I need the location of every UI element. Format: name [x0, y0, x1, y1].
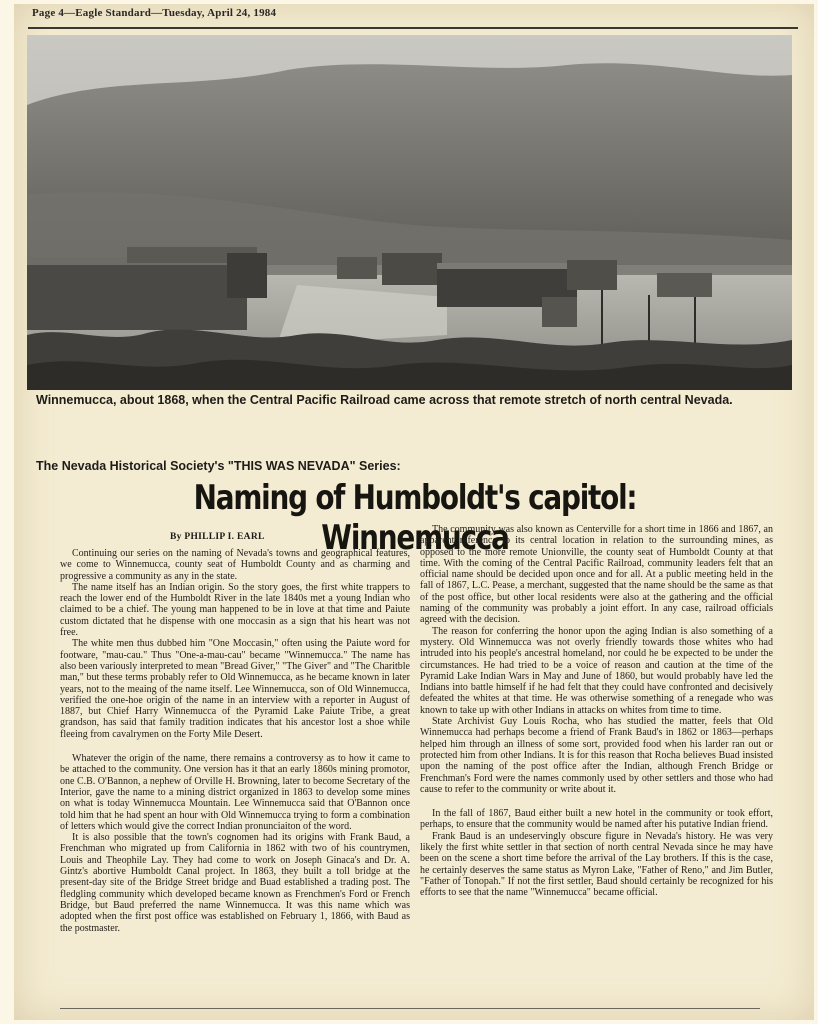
paragraph: The reason for conferring the honor upon the aging Indian is also something of a mystery. Old Winnemucca was not overly friendly towards those whites who had intruded into his people's ancestral homeland, nor could he be expected to be under the circumstances. He had tried to be a voice of reason and caution at the time of the Pyramid Lake Indian Wars in May and June of 1860, but would probably have led the Indians into battle himself if he had felt that they could have confronted and decisively defeated the whites at that time. He was otherwise something of a renegade who was known to take up with other Indians in attacks on whites from time to time.: [420, 625, 773, 716]
page-folio: Page 4—Eagle Standard—Tuesday, April 24, 1984: [32, 7, 277, 19]
photo-caption: Winnemucca, about 1868, when the Central Pacific Railroad came across that remote stretch of north central Nevada.: [36, 393, 733, 407]
historic-town-photo: [27, 35, 792, 390]
right-column: [420, 524, 773, 899]
paragraph: The white men thus dubbed him "One Moccasin," often using the Paiute word for footware, "mau-cau." Thus "One-a-mau-cau" became "Winnemucca." The name has also been variously interpreted to mean "Bread Giver," "The Giver" and "The Charitble man," but these terms probably refer to Old Winnemucca, as he became known in later years, not to the meaing of the name itself. Lee Winnemucca, son of Old Winnemucca, verified the one-hoe origin of the name in an interview with a reporter in August of 1887, but Chief Harry Winnemucca of the Pyramid Lake Paiute Tribe, a great grandson, has said that family tradition indicates that his ancestor lost a shoe while fleeing from cavalrymen on the Forty Mile Desert.: [60, 638, 410, 740]
paragraph: State Archivist Guy Louis Rocha, who has studied the matter, feels that Old Winnemucca had perhaps become a friend of Frank Baud's in 1862 or 1863—perhaps helped him through an illness of some sort, provided food when his larder ran out or protected him from other Indians. It is for this reason that Rocha believes Buad insisted upon the naming of the post office after the Indian, although French Bridge or Frenchman's Ford were the names commonly used by other settlers and those who had cause to refer to the community or write about it.: [420, 716, 773, 795]
byline: By PHILLIP I. EARL: [170, 532, 265, 542]
paragraph: The community was also known as Centerville for a short time in 1866 and 1867, an apparent reference to its central location in relation to the surrounding mines, as opposed to the more remote Unionville, the county seat of Humboldt County at that time. With the coming of the Central Pacific Railroad, community leaders felt that an official name should be decided upon once and for all. At a public meeting held in the fall of 1867, L.C. Pease, a merchant, suggested that the name should be the same as that of the post office, but other local residents were also at the gathering and the official naming of the community was probably a joint effort. In any case, railroad officials agreed with the decision.: [420, 524, 773, 626]
left-column: [60, 548, 410, 934]
town-photo-illustration: [27, 35, 792, 390]
paragraph: Frank Baud is an undeservingly obscure figure in Nevada's history. He was very likely the first white settler in that section of north central Nevada since he may have been on the scene a short time before the arrival of the Lay brothers. If this is the case, he certainly deserves the same status as Myron Lake, "Father of Reno," and Jim Butler, "Father of Tonopah." If not the first settler, Baud should certainly be recognized for his efforts to see that the name "Winnemucca" became official.: [420, 830, 773, 899]
paragraph: In the fall of 1867, Baud either built a new hotel in the community or took effort, perhaps, to ensure that the community would be named after his putative Indian friend.: [420, 808, 773, 831]
bottom-rule: [60, 1008, 760, 1009]
paragraph: The name itself has an Indian origin. So the story goes, the first white trappers to reach the lower end of the Humboldt River in the late 1840s met a young Indian who claimed to be a chief. The young man happened to be in love at that time and Paiute custom dictated that he dispense with one moccasin as a sign that his heart was not free.: [60, 581, 410, 639]
series-line: The Nevada Historical Society's "THIS WAS NEVADA" Series:: [36, 459, 401, 473]
paragraph: It is also possible that the town's cognomen had its origins with Frank Baud, a Frenchman who migrated up from California in 1862 with two of his countrymen, Louis and Theophile Lay. They had come to work on Joseph Ginaca's and Dr. A. Gintz's abortive Humboldt Canal project. In 1863, they built a toll bridge at the present-day site of the Bridge Street bridge and Buad established a trading post. The fledgling community which developed became known as Frenchmen's Ford or French Bridge, but Baud preferred the name Winnemucca. It was this name which was adopted when the first post office was established on February 1, 1866, with Baud as the postmaster.: [60, 832, 410, 934]
paragraph: Continuing our series on the naming of Nevada's towns and geographical features, we come to Winnemucca, county seat of Humboldt County and as charming and progressive a community as any in the state.: [60, 548, 410, 582]
paragraph: Whatever the origin of the name, there remains a controversy as to how it came to be attached to the community. One version has it that an early 1860s mining promotor, one C.B. O'Bannon, a nephew of Orville H. Browning, later to become Secretary of the Interior, gave the name to a mining district organized in 1863 to develop some mines on what is today Winnemucca Mountain. Lee Winnemucca said that O'Bannon once told him that he had spent an hour with Old Winnemucca trying to form a combination of letters which would give the correct Indian pronunciaiton of the word.: [60, 753, 410, 832]
folio-rule: [28, 27, 798, 29]
headline: Naming of Humboldt's capitol: Winnemucca: [193, 478, 637, 558]
